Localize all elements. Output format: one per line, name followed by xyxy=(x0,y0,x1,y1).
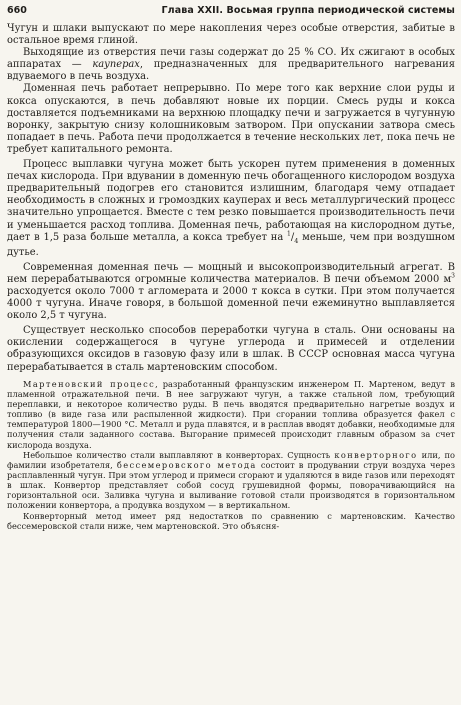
term-open-hearth: Мартеновский процесс xyxy=(23,378,156,389)
fraction-denominator: 4 xyxy=(294,236,299,245)
chapter-title: Глава XXII. Восьмая группа периодической системы xyxy=(161,5,455,16)
paragraph-oxygen: Процесс выплавки чугуна может быть ускорен путем применения в доменных печах кислорода. При вдувании в доменную печь обогащенного кислородом воздуха предварительный подогрев его становится излишним, благодаря чему отпадает необходимость в сложных и громоздких кауперах и весь металлургический процесс значительно упрощается. Вместе с тем резко повышается производительность печи и уменьшается расход топлива. Доменная печь, работающая на кислородном дутье, дает в 1,5 раза больше металла, а кокса требует на $^1/_4$ меньше, чем при воздушном дутье. xyxy=(7,159,455,258)
page-header xyxy=(7,5,455,19)
paragraph-steel-methods: Существует несколько способов переработки чугуна в сталь. Они основаны на окислении содержащегося в чугуне углерода и примесей и отделении образующихся оксидов в газовую фазу или в шлак. В СССР основная масса чугуна перерабатывается в сталь мартеновским способом. xyxy=(7,325,455,373)
main-text xyxy=(7,23,455,374)
fraction-numerator: 1 xyxy=(287,230,291,238)
page-number: 660 xyxy=(7,5,27,16)
paragraph-open-hearth: Мартеновский процесс, разработанный французским инженером П. Мартеном, ведут в пламенной отражательной печи. В нее загружают чугун, а также стальной лом, требующий переплавки, и некоторое количество руды. В печь вводятся предварительно нагретые воздух и топливо (в виде газа или распыленной жидкости). При сгорании топлива образуется факел с температурой 1800—1900 °С. Металл и руда плавятся, и в расплав вводят добавки, необходимые для получения стали заданного состава. Выгорание примесей происходит главным образом за счет кислорода воздуха. xyxy=(7,378,455,450)
paragraph-modern-furnace: Современная доменная печь — мощный и высокопроизводительный агрегат. В нем перерабатываются огромные количества материалов. В печи объемом 2000 $м^3$ расходуется около 7000 т агломерата и 2000 т кокса в сутки. При этом получается 4000 т чугуна. Иначе говоря, в большой доменной печи ежеминутно выплавляется около 2,5 т чугуна. xyxy=(7,261,455,322)
term-kaupers: кауперах xyxy=(92,59,140,71)
superscript-cubic: 3 xyxy=(451,272,455,280)
term-bessemer: бессемеровского метода xyxy=(116,459,257,470)
paragraph-continuous-operation: Доменная печь работает непрерывно. По мере того как верхние слои руды и кокса опускаются, в печь добавляют новые их порции. Смесь руды и кокса доставляется подъемниками на верхнюю площадку печи и загружается в чугунную воронку, закрытую снизу колошниковым затвором. При опускании затвора смесь попадает в печь. Работа печи продолжается в течение нескольких лет, пока печь не требует капитального ремонта. xyxy=(7,83,455,155)
paragraph-gases: Выходящие из отверстия печи газы содержат до 25 % СО. Их сжигают в особых аппаратах — кауперах, предназначенных для предварительного нагревания вдуваемого в печь воздуха. xyxy=(7,47,455,83)
term-converter: конверторного xyxy=(334,449,418,460)
paragraph-converter-drawbacks: Конверторный метод имеет ряд недостатков по сравнению с мартеновским. Качество бессемеровской стали ниже, чем мартеновской. Это объясня- xyxy=(7,510,455,531)
small-print-text xyxy=(7,379,455,531)
paragraph-tapping: Чугун и шлаки выпускают по мере накопления через особые отверстия, забитые в остальное время глиной. xyxy=(7,23,455,47)
paragraph-converter: Небольшое количество стали выплавляют в конверторах. Сущность конверторного или, по фамилии изобретателя, бессемеровского метода состоит в продувании струи воздуха через расплавленный чугун. При этом углерод и примеси сгорают и удаляются в виде газов или переходят в шлак. Конвертор представляет собой сосуд грушевидной формы, поворачивающийся на горизонтальной оси. Заливка чугуна и выливание готовой стали производятся в горизонтальном положении конвертора, а продувка воздухом — в вертикальном. xyxy=(7,449,455,511)
